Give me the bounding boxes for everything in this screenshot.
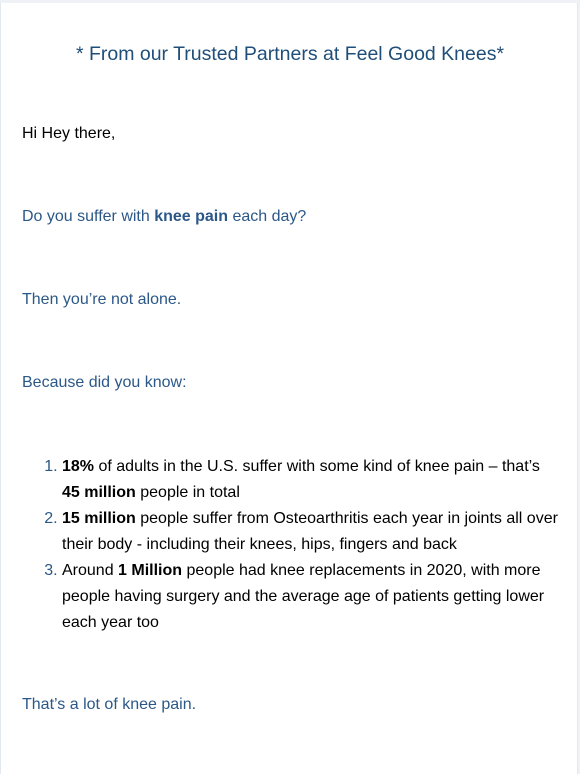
question-text-before: Do you suffer with [22, 208, 155, 225]
closing-text: That’s a lot of knee pain. [22, 696, 197, 713]
fact-1-text-end: people in total [135, 484, 240, 501]
greeting: Hi Hey there, [22, 125, 116, 142]
list-item [62, 558, 559, 636]
fact-3-text-start: Around [62, 562, 119, 579]
fact-2-text: people suffer from Osteoarthritis each year in joints all over their body - including their knees, hips, fingers and back [62, 510, 558, 553]
did-you-know-text: Because did you know: [22, 374, 187, 391]
not-alone-text: Then you’re not alone. [22, 291, 182, 308]
knee-facts-list [23, 454, 559, 636]
fact-1-text: of adults in the U.S. suffer with some kind of knee pain – that’s [94, 458, 540, 475]
list-item [62, 454, 559, 506]
fact-2-stat: 15 million [62, 510, 136, 527]
question-bold-knee-pain: knee pain [154, 208, 229, 225]
list-item [62, 506, 559, 558]
question-text-after: each day? [228, 208, 307, 225]
partner-header: * From our Trusted Partners at Feel Good Knees* [75, 43, 505, 65]
fact-3-text: people had knee replacements in 2020, with more people having surgery and the average age of patients getting lower each year too [62, 562, 545, 631]
fact-1-total: 45 million [62, 484, 136, 501]
fact-1-stat: 18% [62, 458, 95, 475]
knee-pain-question [22, 206, 306, 228]
email-body [0, 3, 578, 774]
fact-3-stat: 1 Million [118, 562, 183, 579]
